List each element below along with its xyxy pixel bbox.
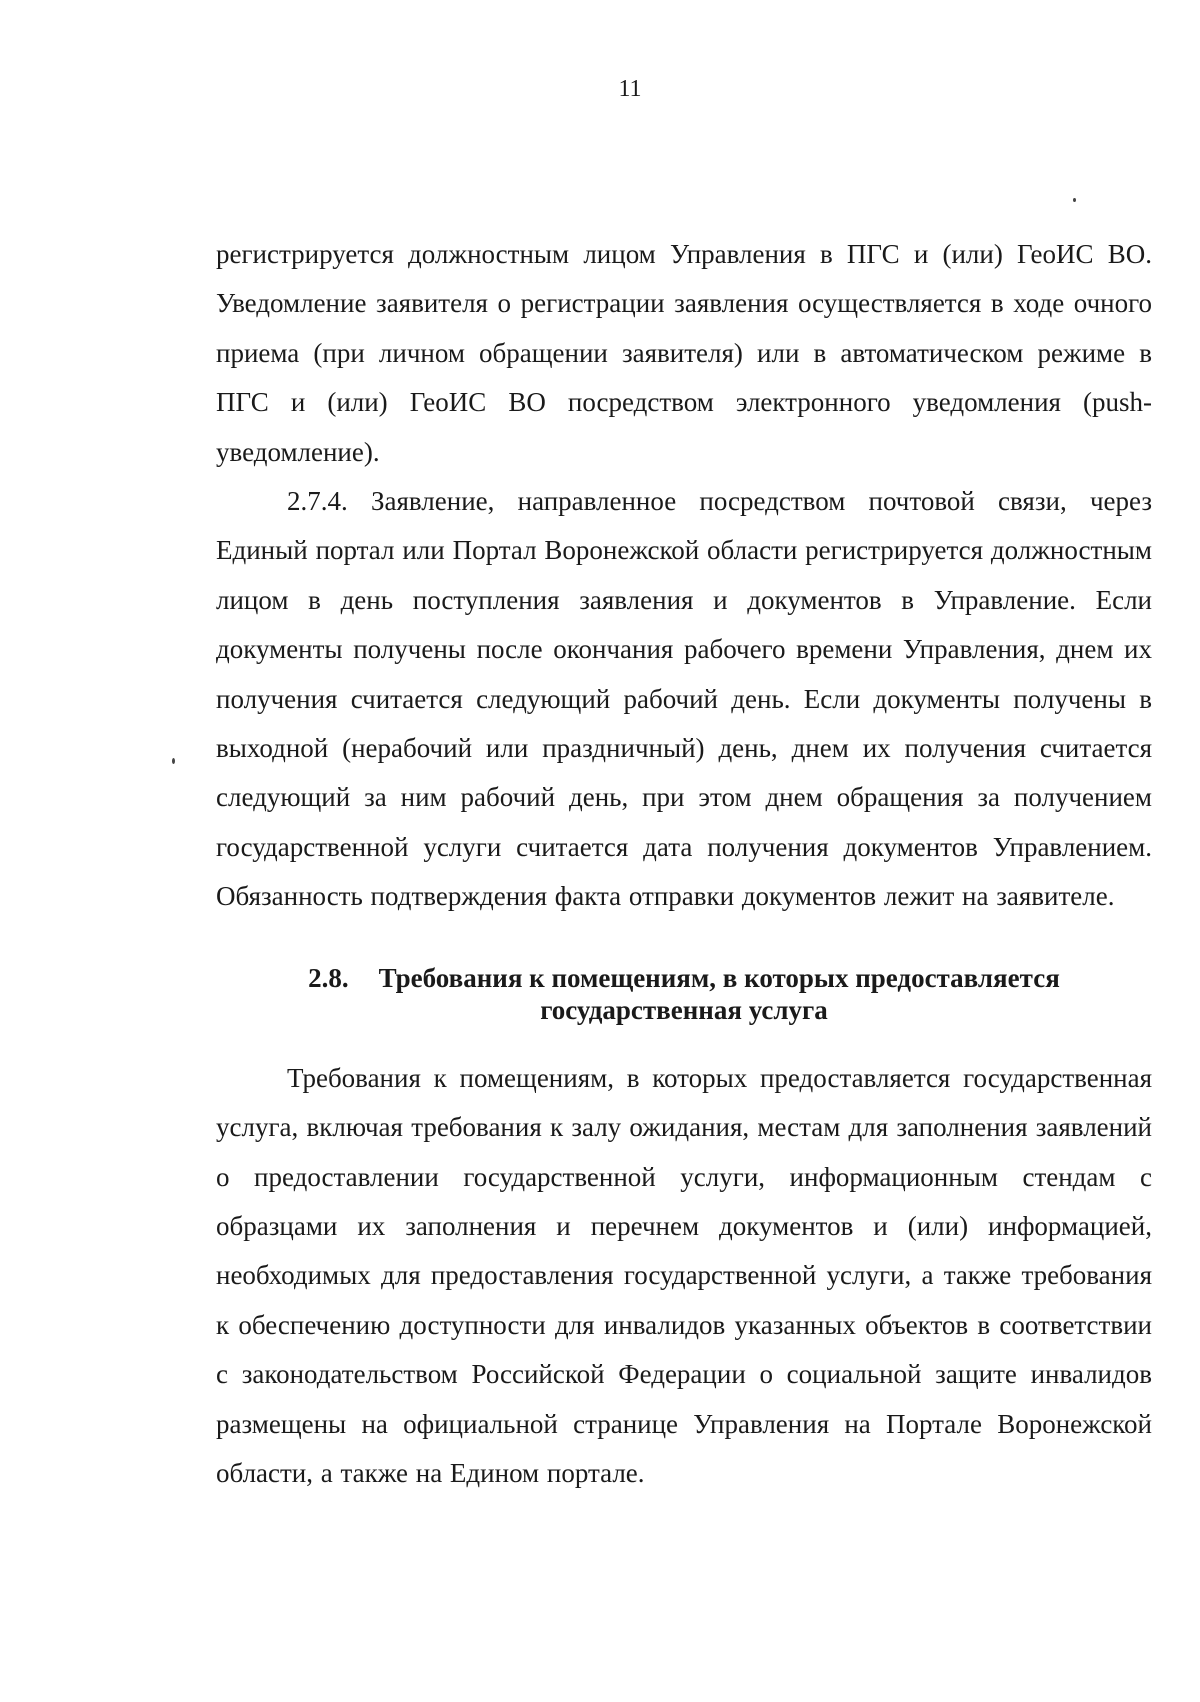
scan-mark bbox=[172, 758, 175, 764]
section-heading bbox=[216, 922, 1152, 1054]
page-number: 11 bbox=[618, 76, 642, 102]
paragraph-2-7-4: 2.7.4. Заявление, направленное посредством почтовой связи, через Единый портал или Портал Воронежской области регистрируется должностным лицом в день поступления заявления и документов в Управление. Если документы получены после окончания рабочего времени Управления, днем их получения считается следующий рабочий день. Если документы получены в выходной (нерабочий или праздничный) день, днем их получения считается следующий за ним рабочий день, при этом днем обращения за получением государственной услуги считается дата получения документов Управлением. Обязанность подтверждения факта отправки документов лежит на заявителе. bbox=[216, 486, 1152, 912]
paragraph-continuation: регистрируется должностным лицом Управления в ПГС и (или) ГеоИС ВО. Уведомление заявителя о регистрации заявления осуществляется в ходе очного приема (при личном обращении заявителя) или в автоматическом режиме в ПГС и (или) ГеоИС ВО посредством электронного уведомления (push-уведомление). bbox=[216, 239, 1152, 467]
paragraph-requirements: Требования к помещениям, в которых предоставляется государственная услуга, включая требования к залу ожидания, местам для заполнения заявлений о предоставлении государственной услуги, информационным стендам с образцами их заполнения и перечнем документов и (или) информацией, необходимых для предоставления государственной услуги, а также требования к обеспечению доступности для инвалидов указанных объектов в соответствии с законодательством Российской Федерации о социальной защите инвалидов размещены на официальной странице Управления на Портале Воронежской области, а также на Едином портале. bbox=[216, 1062, 1152, 1488]
section-title-line2: государственная услуга bbox=[540, 994, 828, 1025]
scan-mark bbox=[1073, 198, 1076, 202]
section-title-line1: Требования к помещениям, в которых предоставляется bbox=[378, 962, 1060, 993]
section-number: 2.8. bbox=[308, 962, 349, 993]
document-body bbox=[216, 230, 1152, 1498]
